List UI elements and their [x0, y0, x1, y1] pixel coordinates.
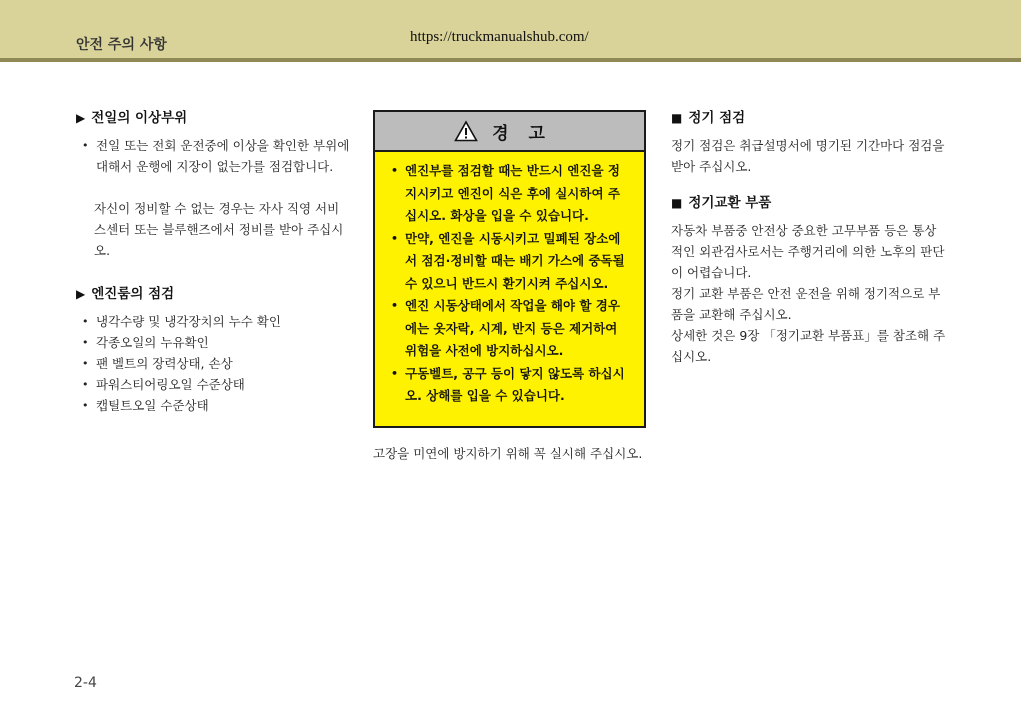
heading-text: 정기 점검 [688, 110, 746, 126]
source-url[interactable]: https://truckmanualshub.com/ [410, 29, 589, 45]
paragraph: 상세한 것은 9장 「정기교환 부품표」를 참조해 주십시오. [671, 328, 946, 364]
list-item: • 파워스티어링오일 수준상태 [76, 374, 351, 395]
paragraph: 정기 점검은 취급설명서에 명기된 기간마다 점검을 받아 주십시오. [671, 138, 945, 174]
paragraph: 정기 교환 부품은 안전 운전을 위해 정기적으로 부품을 교환해 주십시오. [671, 286, 941, 322]
heading-text: 정기교환 부품 [688, 195, 772, 211]
page-number: 2-4 [74, 675, 97, 691]
paragraph: 자신이 정비할 수 없는 경우는 자사 직영 서비스센터 또는 블루핸즈에서 정비를 받아 주십시오. [94, 201, 344, 258]
paragraph: 고장을 미연에 방지하기 위해 꼭 실시해 주십시오. [373, 446, 643, 461]
paragraph: 자동차 부품중 안전상 중요한 고무부품 등은 통상적인 외관검사로서는 주행거리에 의한 노후의 판단이 어렵습니다. [671, 223, 945, 280]
page-header [0, 0, 1021, 58]
heading-text: 전일의 이상부위 [91, 110, 188, 126]
bullet-list [76, 311, 351, 416]
triangle-right-icon: ▶ [76, 111, 86, 125]
list-item: • 전일 또는 전회 운전중에 이상을 확인한 부위에 대해서 운행에 지장이 없는가를 점검합니다. [76, 135, 351, 177]
list-item: • 캡틸트오일 수준상태 [76, 395, 351, 416]
heading-text: 엔진룸의 점검 [91, 286, 175, 302]
warning-box [373, 110, 646, 428]
header-rule [0, 58, 1021, 62]
warning-list [375, 152, 644, 408]
warning-triangle-icon [454, 120, 478, 142]
heading-previous-faults [76, 108, 351, 129]
middle-note [373, 443, 648, 464]
bullet-list [76, 135, 351, 177]
section-title: 안전 주의 사항 [76, 37, 167, 53]
heading-periodic-parts [671, 193, 948, 214]
list-item: • 냉각수량 및 냉각장치의 누수 확인 [76, 311, 351, 332]
warning-item: • 엔진 시동상태에서 작업을 해야 할 경우에는 옷자락, 시계, 반지 등은 제거하여 위험을 사전에 방지하십시오. [383, 295, 632, 363]
warning-item: • 만약, 엔진을 시동시키고 밀폐된 장소에서 점검·정비할 때는 배기 가스에 중독될 수 있으니 반드시 환기시켜 주십시오. [383, 228, 632, 296]
left-column [76, 108, 351, 416]
warning-item: • 구동벨트, 공구 등이 닿지 않도록 하십시오. 상해를 입을 수 있습니다. [383, 363, 632, 408]
warning-title: 경고 [492, 123, 565, 144]
heading-periodic-inspection [671, 108, 948, 129]
list-item: • 각종오일의 누유확인 [76, 332, 351, 353]
heading-engine-room [76, 284, 351, 305]
right-column [671, 108, 948, 367]
warning-item: • 엔진부를 점검할 때는 반드시 엔진을 정지시키고 엔진이 식은 후에 실시하여 주십시오. 화상을 입을 수 있습니다. [383, 160, 632, 228]
square-bullet-icon: ■ [671, 111, 683, 125]
list-item: • 팬 벨트의 장력상태, 손상 [76, 353, 351, 374]
warning-header [375, 112, 644, 152]
square-bullet-icon: ■ [671, 196, 683, 210]
triangle-right-icon: ▶ [76, 287, 86, 301]
